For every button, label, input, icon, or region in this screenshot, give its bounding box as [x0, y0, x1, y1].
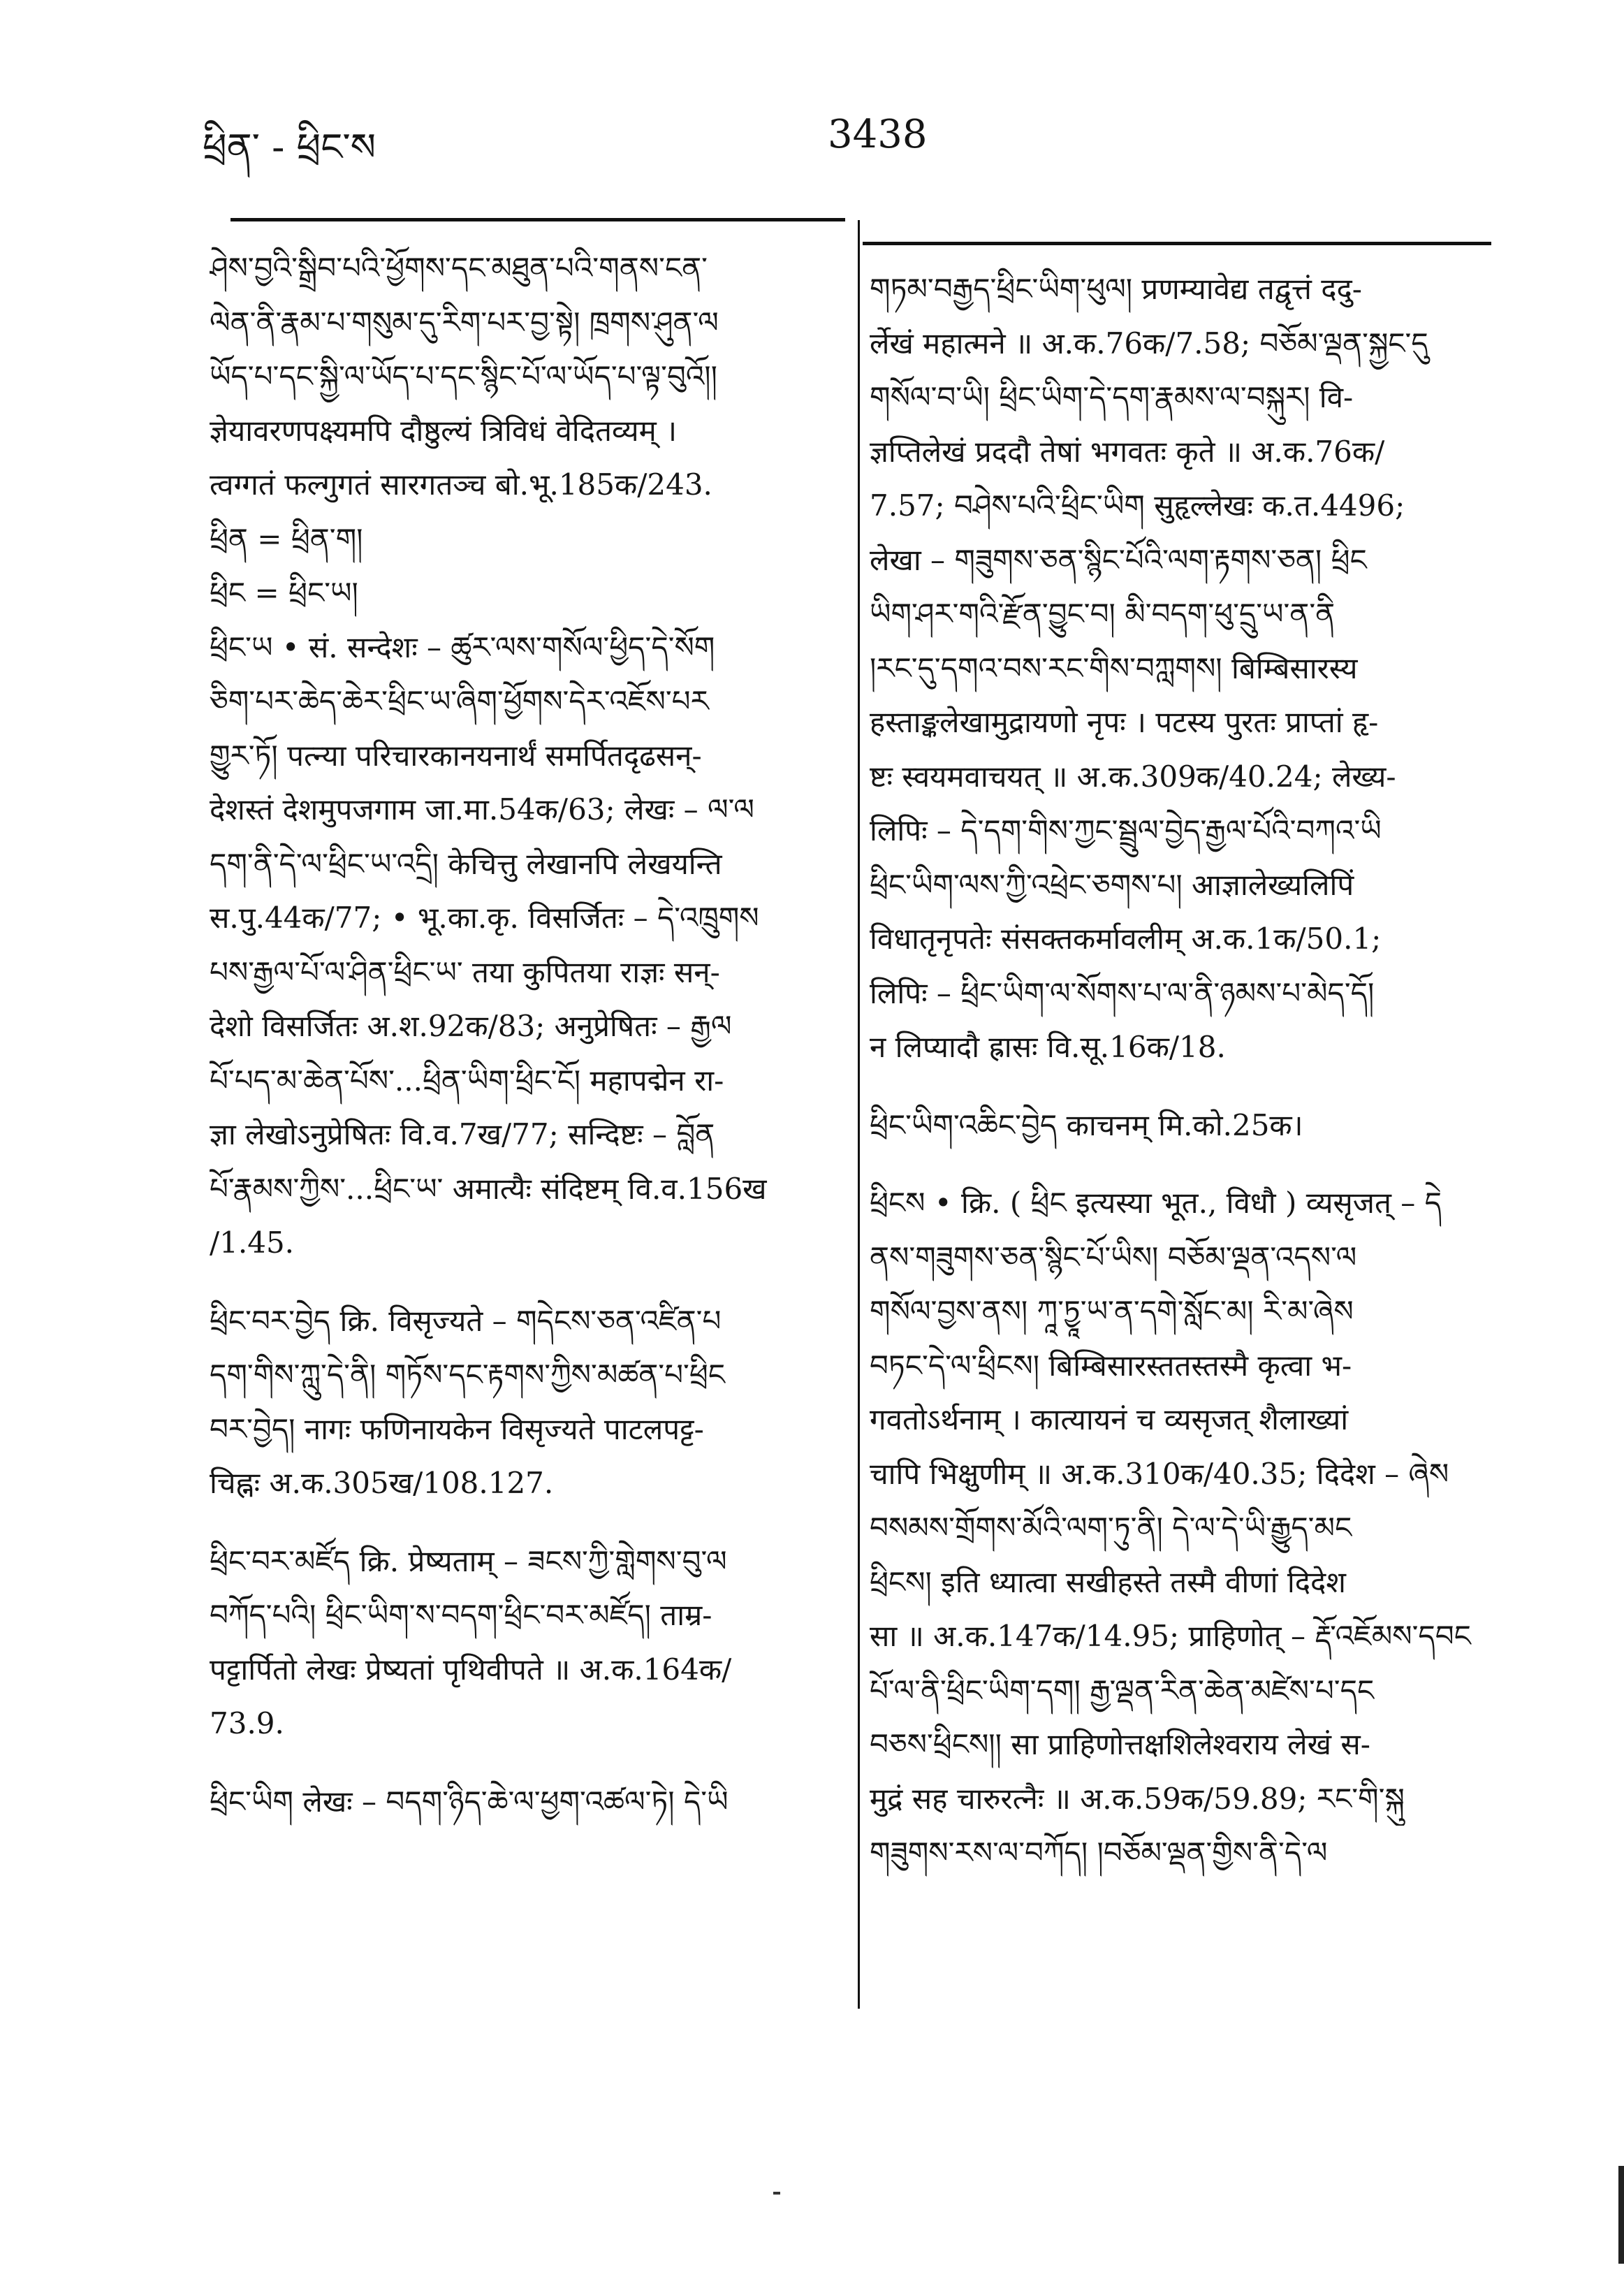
text-line: གསོལ་བ་ཡི། ཕྲིང་ཡིག་དེ་དག་རྣམས་ལ་བསྐུར། वि-	[870, 380, 1354, 414]
text-line: ལེན་ནི་རྣམ་པ་གསུམ་དུ་རིག་པར་བྱ་སྟེ། ཁྲགས་ཤུན་ལ	[210, 305, 719, 340]
text-line: 7.57; བཤེས་པའི་ཕྲིང་ཡིག सुहृल्लेखः क.त.4496;	[870, 488, 1405, 523]
column-divider	[858, 220, 860, 2009]
text-line: བཅས་ཕྲིངས།། सा प्राहिणोत्तक्षशिलेश्वराय लेखं स-	[870, 1727, 1370, 1761]
text-line: पट्टार्पितो लेखः प्रेष्यतां पृथिवीपते ॥ अ.क.164क/	[210, 1652, 732, 1687]
text-line: लेखा – གཟུགས་ཅན་སྙིང་པོའི་ལག་རྟགས་ཅན། ཕྲིང	[870, 542, 1367, 577]
left-column	[210, 241, 831, 1828]
text-line: /1.45.	[210, 1225, 295, 1260]
text-line: ष्टः स्वयमवाचयत् ॥ अ.क.309क/40.24; लेख्य-	[870, 759, 1396, 794]
text-line: ཕྲིང་ཡིག लेखः – བདག་ཉིད་ཆེ་ལ་ཕྱག་འཚལ་ཏེ། དེ་ཡི	[210, 1784, 729, 1819]
text-line: ཡིག་ཤར་གའི་རྫོན་བྱུང་བ། མི་བདག་ཕུ་དྲུ་ཡ་ན་ནི	[870, 597, 1336, 631]
text-line: ཕྲིང = ཕྲིང་ཡ།	[210, 576, 358, 610]
text-line: देशस्तं देशमुपजगाम जा.मा.54क/63; लेखः – ལ་ལ	[210, 792, 754, 827]
text-line: चापि भिक्षुणीम् ॥ अ.क.310क/40.35; दिदेश – ཞེས	[870, 1456, 1449, 1491]
text-line: ཕྲིངས། इति ध्यात्वा सखीहस्ते तस्मै वीणां दिदेश	[870, 1564, 1346, 1599]
text-line: བཏང་དེ་ལ་ཕྲིངས། बिम्बिसारस्ततस्तस्मै कृत्वा भ-	[870, 1348, 1352, 1383]
text-line: གྱུར་ཏོ། पत्न्या परिचारकानयनार्थं समर्पितदृढसन्-	[210, 738, 702, 773]
text-line: ཕྲིན = ཕྲིན་ག།	[210, 521, 363, 556]
text-line: मुद्रं सह चारुरत्नैः ॥ अ.क.59क/59.89; རང་གི་སྐུ	[870, 1781, 1405, 1816]
text-line: न लिप्यादौ ह्रासः वि.सू.16क/18.	[870, 1030, 1226, 1064]
text-line: चिह्नः अ.क.305ख/108.127.	[210, 1466, 554, 1500]
text-line: सा ॥ अ.क.147क/14.95; प्राहिणोत् – རྡོ་འཇོམས་དབང	[870, 1619, 1471, 1653]
text-line: ज्ञा लेखोऽनुप्रेषितः वि.व.7ख/77; सन्दिष्टः – བློན	[210, 1117, 715, 1151]
text-line: ཅིག་པར་ཆེད་ཆེར་ཕྲིང་ཡ་ཞིག་ཕྱོགས་དེར་འཇོས་པར	[210, 684, 709, 718]
text-line: བཀོད་པའི། ཕྲིང་ཡིག་ས་བདག་ཕྲིང་བར་མཛོད། ताम्र-	[210, 1598, 712, 1632]
text-line: लिपिः – དེ་དག་གིས་ཀྱང་སྦྲུལ་བྱེད་རྒྱལ་པོའི་བཀའ་ཡི	[870, 813, 1382, 847]
text-line: ज्ञप्तिलेखं प्रददौ तेषां भगवतः कृते ॥ अ.क.76क/	[870, 434, 1385, 469]
right-column	[870, 262, 1484, 1880]
text-line: विधातृनृपतेः संसक्तकर्मावलीम् अ.क.1क/50.1;	[870, 922, 1382, 956]
text-line: ཕྲིང་ཡ • सं. सन्देशः – ཚུར་ལས་གསོལ་ཕྱིད་དེ་སོག	[210, 630, 715, 664]
text-line: र्लेखं महात्मने ॥ अ.क.76क/7.58; བཅོམ་ལྡན་སྐྱང་དུ	[870, 326, 1428, 361]
text-line: ཕྲིང་བར་མཛོད क्रि. प्रेष्यताम् – ཟངས་ཀྱི་གླེགས་བུ་ལ	[210, 1543, 727, 1578]
text-line: པོ་རྣམས་ཀྱིས་...ཕྲིང་ཡ་ अमात्यैः संदिष्टम् वि.व.156ख	[210, 1171, 767, 1206]
text-line: གསོལ་བྱས་ནས། ཀཱ་ཏྱཱ་ཡ་ན་དགེ་སློང་མ། རི་མ་ཞེས	[870, 1294, 1354, 1328]
text-line: གཟུགས་རས་ལ་བཀོད། །བཅོམ་ལྡན་གྱིས་ནི་དེ་ལ	[870, 1835, 1328, 1870]
text-line: །རང་དུ་དགའ་བས་རང་གིས་བཀླགས། बिम्बिसारस्य	[870, 650, 1358, 685]
text-line: ཕྲིང་ཡིག་འཆིང་བྱེད काचनम् मि.को.25क।	[870, 1107, 1303, 1142]
text-line: ནས་གཟུགས་ཅན་སྙིང་པོ་ཡིས། བཅོམ་ལྡན་འདས་ལ	[870, 1239, 1357, 1274]
text-line: བསམས་གྲོགས་མོའི་ལག་ཏུ་ནི། དེ་ལ་དེ་ཡི་རྒྱུད་མང	[870, 1511, 1352, 1545]
text-line: དག་ནི་དེ་ལ་ཕྲིང་ཡ་འདྲི། केचित्तु लेखानपि लेखयन्ति	[210, 846, 722, 881]
header-rule-left	[231, 218, 845, 221]
text-line: ཕྲིང་ཡིག་ལས་ཀྱི་འཕྲེང་ཅགས་པ། आज्ञालेख्यलिपिं	[870, 867, 1354, 902]
text-line: त्वग्गतं फल्गुगतं सारगतञ्च बो.भू.185क/243.	[210, 467, 712, 502]
text-line: गवतोऽर्थनाम् । कात्यायनं च व्यसृजत् शैलाख्यां	[870, 1402, 1349, 1436]
text-line: ज्ञेयावरणपक्ष्यमपि दौष्ठुल्यं त्रिविधं वेदितव्यम् ।	[210, 413, 678, 448]
page-number: 3438	[828, 112, 928, 157]
text-line: གཏམ་བརྒྱད་ཕྲིང་ཡིག་ཕུལ། प्रणम्यावेद्य तद्वृत्तं ददु-	[870, 272, 1362, 306]
text-line: ཡོད་པ་དང་སྐྱི་ལ་ཡོད་པ་དང་སྙིང་པོ་ལ་ཡོད་པ་ལྟ་བུའོ།།	[210, 359, 717, 393]
text-line: ཕྲིངས • क्रि. ( ཕྲིང इत्यस्या भूत., विधौ ) व्यसृजत् – དེ	[870, 1186, 1442, 1220]
header-rule-right	[863, 242, 1491, 245]
scan-edge-mark	[1618, 2166, 1624, 2264]
text-line: स.पु.44क/77; • भू.का.कृ. विसर्जितः – དེ་འཁྲུགས	[210, 901, 759, 935]
text-line: लिपिः – ཕྲིང་ཡིག་ལ་སོགས་པ་ལ་ནི་ཉམས་པ་མེད་དོ།	[870, 975, 1375, 1010]
text-line: ཤེས་བྱའི་སྒྲིབ་པའི་ཕྱོགས་དང་མཐུན་པའི་གནས་ངན་	[210, 251, 708, 285]
text-line: པས་རྒྱལ་པོ་ལ་ཤིན་ཕྲིང་ཡ་ तया कुपितया राज्ञः सन्-	[210, 954, 720, 989]
text-line: 73.9.	[210, 1706, 284, 1740]
running-head: ཕྲིན་ - ཕྲིང་ས	[203, 125, 376, 169]
text-line: བར་བྱེད། नागः फणिनायकेन विसृज्यते पाटलपट्ट-	[210, 1411, 704, 1446]
text-line: དག་གིས་ཀླུ་དེ་ནི། གཏོས་དང་རྟགས་ཀྱིས་མཚན་པ་ཕྲིང	[210, 1358, 725, 1392]
text-line: हस्ताङ्कलेखामुद्रायणो नृपः । पटस्य पुरतः प्राप्तां हृ-	[870, 705, 1379, 739]
text-line: देशो विसर्जितः अ.श.92क/83; अनुप्रेषितः – རྒྱལ	[210, 1009, 732, 1043]
text-line: པོ་པད་མ་ཆེན་པོས་...ཕྲིན་ཡིག་ཕྲིང་ངོ། महापद्मेन रा-	[210, 1063, 724, 1098]
text-line: ཕྲིང་བར་བྱེད क्रि. विसृज्यते – གདེངས་ཅན་འཛིན་པ	[210, 1303, 722, 1338]
scan-speck	[773, 2192, 780, 2195]
text-line: པོ་ལ་ནི་ཕྲིང་ཡིག་དག། རྒྱ་ལྡན་རིན་ཆེན་མཛེས་པ་དང	[870, 1673, 1375, 1708]
